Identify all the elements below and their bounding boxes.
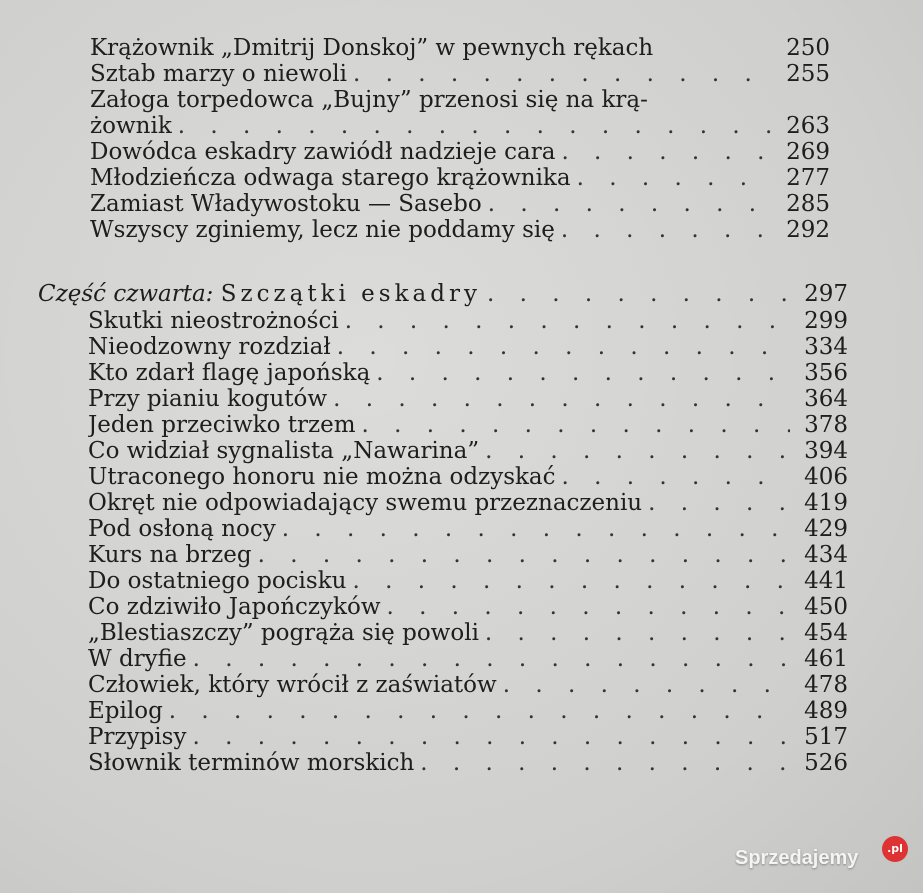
page-number: 526	[804, 751, 848, 776]
toc-entry	[88, 465, 848, 490]
dot-leader	[282, 517, 790, 542]
page-number: 378	[804, 413, 848, 438]
entry-title: Co zdziwiło Japończyków	[88, 595, 381, 620]
toc-entry	[90, 114, 830, 139]
page-number: 277	[786, 166, 830, 191]
toc-entry	[88, 725, 848, 750]
toc-entry	[88, 361, 848, 386]
toc-entry	[88, 673, 848, 698]
entry-title: żownik	[90, 114, 172, 139]
page-number: 285	[786, 192, 830, 217]
dot-leader	[258, 543, 790, 568]
toc-entry	[88, 569, 848, 594]
dot-leader	[353, 62, 772, 87]
dot-leader	[485, 439, 790, 464]
dot-leader	[178, 114, 772, 139]
entry-title: Skutki nieostrożności	[88, 309, 339, 334]
page-number: 356	[804, 361, 848, 386]
entry-title: W dryfie	[88, 647, 187, 672]
entry-title: Krążownik „Dmitrij Donskoj” w pewnych rękach	[90, 36, 654, 61]
dot-leader	[337, 335, 790, 360]
entry-title: „Blestiaszczy” pogrąża się powoli	[88, 621, 479, 646]
dot-leader	[345, 309, 790, 334]
toc-entry	[88, 387, 848, 412]
toc-entry	[90, 218, 830, 243]
entry-title: Słownik terminów morskich	[88, 751, 415, 776]
entry-title: Nieodzowny rozdział	[88, 335, 331, 360]
entry-title: Okręt nie odpowiadający swemu przeznaczeniu	[88, 491, 643, 516]
entry-title: Do ostatniego pocisku	[88, 569, 347, 594]
page-number: 429	[804, 517, 848, 542]
toc-entry	[88, 543, 848, 568]
toc-entry	[88, 647, 848, 672]
page-number: 461	[804, 647, 848, 672]
page-number: 263	[786, 114, 830, 139]
page-number: 478	[804, 673, 848, 698]
page-number: 297	[804, 282, 848, 307]
dot-leader	[648, 491, 790, 516]
entry-title: Człowiek, który wrócił z zaświatów	[88, 673, 497, 698]
part-label: Część czwarta:	[38, 282, 214, 307]
dot-leader	[193, 647, 790, 672]
toc-entry	[88, 413, 848, 438]
entry-title: Załoga torpedowca „Bujny” przenosi się na krą-	[90, 88, 648, 113]
part-title: Szczątki eskadry	[220, 282, 481, 307]
part4-heading	[38, 282, 848, 307]
watermark-badge: .pl	[882, 836, 908, 862]
toc-entry	[90, 192, 830, 217]
toc-entry	[88, 335, 848, 360]
page-number: 334	[804, 335, 848, 360]
dot-leader	[362, 413, 790, 438]
dot-leader	[352, 569, 790, 594]
page-number: 517	[804, 725, 848, 750]
dot-leader	[562, 465, 790, 490]
page-number: 364	[804, 387, 848, 412]
dot-leader	[387, 595, 790, 620]
page-number: 269	[786, 140, 830, 165]
page-number: 250	[786, 36, 830, 61]
entry-title: Kurs na brzeg	[88, 543, 252, 568]
entry-title: Młodzieńcza odwaga starego krążownika	[90, 166, 571, 191]
page-number: 394	[804, 439, 848, 464]
page-number: 406	[804, 465, 848, 490]
toc-entry	[90, 62, 830, 87]
entry-title: Kto zdarł flagę japońską	[88, 361, 371, 386]
entry-title: Pod osłoną nocy	[88, 517, 276, 542]
toc-entry	[90, 36, 830, 61]
entry-title: Dowódca eskadry zawiódł nadzieje cara	[90, 140, 556, 165]
dot-leader	[169, 699, 790, 724]
page-number: 489	[804, 699, 848, 724]
entry-title: Co widział sygnalista „Nawarina”	[88, 439, 480, 464]
toc-entry	[88, 595, 848, 620]
entry-title: Zamiast Władywostoku — Sasebo	[90, 192, 482, 217]
entry-title: Przy pianiu kogutów	[88, 387, 328, 412]
toc-entry	[88, 751, 848, 776]
dot-leader	[561, 140, 772, 165]
page-number: 299	[804, 309, 848, 334]
page-number: 434	[804, 543, 848, 568]
toc-entry	[90, 88, 830, 113]
page-number: 454	[804, 621, 848, 646]
entry-title: Utraconego honoru nie można odzyskać	[88, 465, 556, 490]
dot-leader	[376, 361, 790, 386]
toc-entry	[90, 140, 830, 165]
page-number: 419	[804, 491, 848, 516]
page-number: 441	[804, 569, 848, 594]
dot-leader	[577, 166, 772, 191]
dot-leader	[420, 751, 790, 776]
toc-entry	[90, 166, 830, 191]
dot-leader	[333, 387, 790, 412]
toc-entry	[88, 439, 848, 464]
watermark-logo: Sprzedajemy	[735, 847, 859, 869]
dot-leader	[192, 725, 790, 750]
toc-entry	[88, 699, 848, 724]
page-number: 292	[786, 218, 830, 243]
entry-title: Przypisy	[88, 725, 187, 750]
page-number: 255	[786, 62, 830, 87]
entry-title: Wszyscy zginiemy, lecz nie poddamy się	[90, 218, 555, 243]
dot-leader	[488, 192, 772, 217]
dot-leader	[503, 673, 790, 698]
page-number: 450	[804, 595, 848, 620]
toc-entry	[88, 621, 848, 646]
entry-title: Jeden przeciwko trzem	[88, 413, 356, 438]
toc-entry	[88, 491, 848, 516]
dot-leader	[487, 282, 790, 307]
dot-leader	[485, 621, 790, 646]
toc-entry	[88, 517, 848, 542]
toc-entry	[88, 309, 848, 334]
dot-leader	[561, 218, 772, 243]
entry-title: Epilog	[88, 699, 163, 724]
entry-title: Sztab marzy o niewoli	[90, 62, 347, 87]
